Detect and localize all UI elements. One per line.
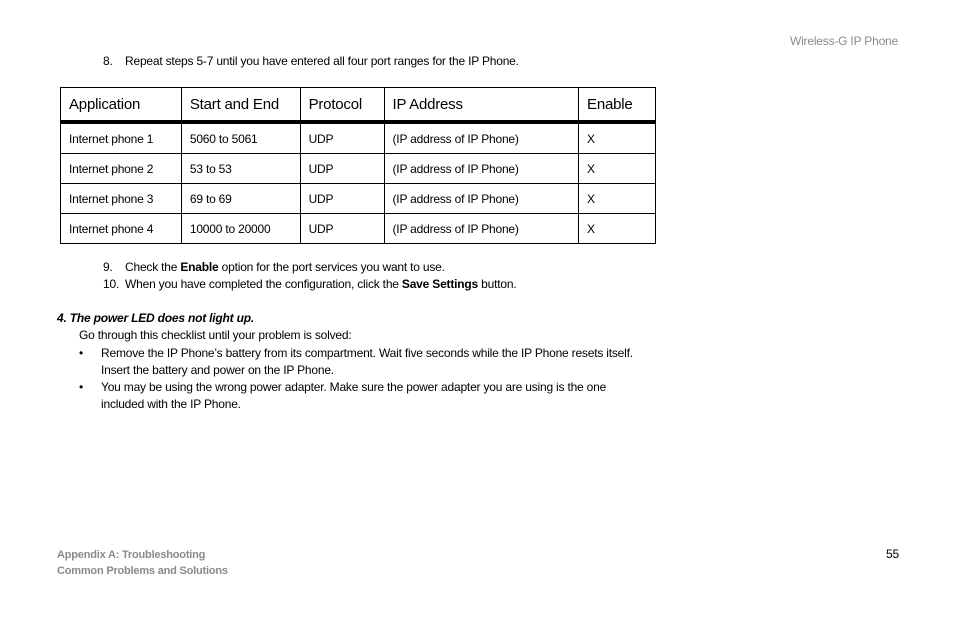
- section-heading: 4. The power LED does not light up.: [57, 311, 255, 325]
- table-cell: Internet phone 1: [61, 122, 182, 154]
- step-text: Repeat steps 5-7 until you have entered all four port ranges for the IP Phone.: [125, 54, 519, 68]
- bullet-line: You may be using the wrong power adapter. Make sure the power adapter you are using is the one: [101, 380, 607, 394]
- column-header: Protocol: [300, 88, 384, 123]
- step-text-pre: Check the: [125, 260, 181, 274]
- step-text-pre: When you have completed the configuration, click the: [125, 277, 402, 291]
- running-header: Wireless-G IP Phone: [789, 34, 898, 48]
- table-cell: (IP address of IP Phone): [384, 122, 579, 154]
- table-cell: UDP: [300, 154, 384, 184]
- table-cell: X: [579, 122, 656, 154]
- step-text-post: option for the port services you want to use.: [218, 260, 445, 274]
- page-number: 55: [886, 547, 899, 561]
- column-header: Application: [61, 88, 182, 123]
- table-header-row: [61, 88, 656, 123]
- table-cell: X: [579, 214, 656, 244]
- footer-section: [57, 547, 228, 579]
- table-cell: 10000 to 20000: [181, 214, 300, 244]
- bullet-item: [79, 345, 669, 379]
- bullet-line: Remove the IP Phone’s battery from its compartment. Wait five seconds while the IP Phone resets itself.: [101, 346, 633, 360]
- bullet-line: Insert the battery and power on the IP Phone.: [101, 363, 334, 377]
- table-cell: X: [579, 184, 656, 214]
- step-text-bold: Save Settings: [401, 277, 479, 291]
- table-row: [61, 214, 656, 244]
- table-row: [61, 154, 656, 184]
- table-cell: X: [579, 154, 656, 184]
- step-text-bold: Enable: [180, 260, 219, 274]
- section-intro: Go through this checklist until your problem is solved:: [79, 328, 352, 342]
- footer-topic: Common Problems and Solutions: [57, 565, 228, 577]
- footer-appendix: Appendix A: Troubleshooting: [57, 549, 206, 561]
- bullet-dot: •: [79, 380, 84, 394]
- table-cell: (IP address of IP Phone): [384, 184, 579, 214]
- table-cell: Internet phone 4: [61, 214, 182, 244]
- table-cell: 69 to 69: [181, 184, 300, 214]
- step-text-post: button.: [478, 277, 517, 291]
- table-cell: Internet phone 3: [61, 184, 182, 214]
- table-cell: UDP: [300, 184, 384, 214]
- step-8: [103, 54, 519, 68]
- bullet-line: included with the IP Phone.: [101, 397, 241, 411]
- table-row: [61, 122, 656, 154]
- table-row: [61, 184, 656, 214]
- step-number: 9.: [103, 260, 113, 274]
- column-header: IP Address: [384, 88, 579, 123]
- table-cell: UDP: [300, 122, 384, 154]
- table-cell: (IP address of IP Phone): [384, 214, 579, 244]
- table-cell: 53 to 53: [181, 154, 300, 184]
- table-cell: 5060 to 5061: [181, 122, 300, 154]
- port-range-table: [60, 87, 656, 244]
- step-10: [103, 277, 516, 291]
- bullet-item: [79, 379, 669, 413]
- bullet-dot: •: [79, 346, 84, 360]
- table-cell: Internet phone 2: [61, 154, 182, 184]
- step-number: 8.: [103, 54, 113, 68]
- column-header: Enable: [579, 88, 656, 123]
- table-cell: UDP: [300, 214, 384, 244]
- step-9: [103, 260, 445, 274]
- column-header: Start and End: [181, 88, 300, 123]
- table-cell: (IP address of IP Phone): [384, 154, 579, 184]
- step-number: 10.: [103, 277, 120, 291]
